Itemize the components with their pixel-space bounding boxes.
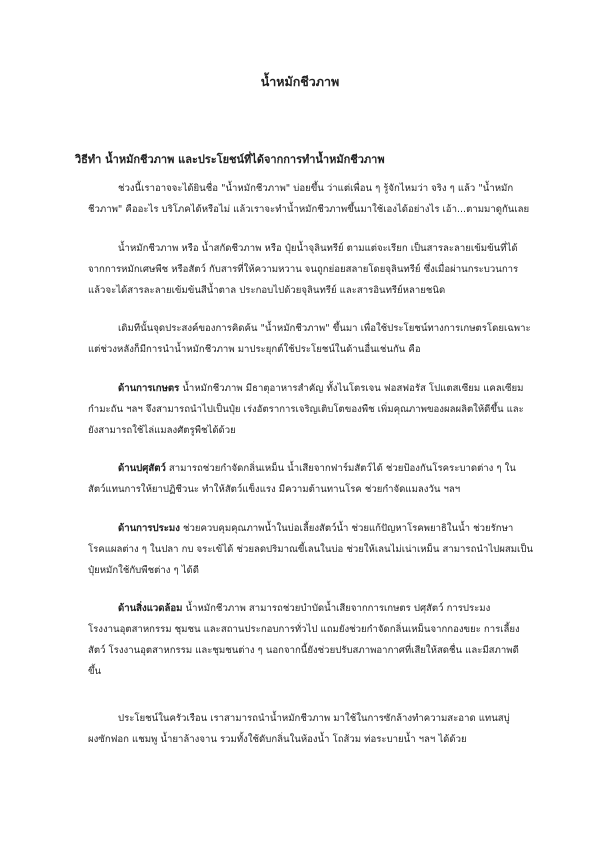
paragraph-line: โรงงานอุตสาหกรรม ชุมชน และสถานประกอบการทั่วไป แถมยังช่วยกำจัดกลิ่นเหม็นจากกองขยะ การเลี้ยง	[88, 624, 520, 635]
paragraph-intro	[88, 178, 538, 220]
paragraph-line: สามารถช่วยกำจัดกลิ่นเหม็น น้ำเสียจากฟาร์มสัตว์ได้ ช่วยป้องกันโรคระบาดต่าง ๆ ใน	[165, 463, 516, 474]
page-title: น้ำหมักชีวภาพ	[260, 74, 340, 89]
paragraph-line: ช่วยควบคุมคุณภาพน้ำในบ่อเลี้ยงสัตว์น้ำ ช่วยแก้ปัญหาโรคพยาธิในน้ำ ช่วยรักษา	[179, 523, 514, 534]
paragraph-line: น้ำหมักชีวภาพ หรือ น้ำสกัดชีวภาพ หรือ ปุ๋ยน้ำจุลินทรีย์ ตามแต่จะเรียก เป็นสารละลายเข้มข้นที่ได้	[118, 243, 518, 254]
paragraph-agriculture	[88, 378, 538, 441]
paragraph-line: ประโยชน์ในครัวเรือน เราสามารถนำน้ำหมักชีวภาพ มาใช้ในการซักล้างทำความสะอาด แทนสบู่	[118, 713, 510, 724]
paragraph-line: สัตว์แทนการให้ยาปฏิชีวนะ ทำให้สัตว์แข็งแรง มีความต้านทานโรค ช่วยกำจัดแมลงวัน ฯลฯ	[88, 484, 461, 495]
paragraph-line: แต่ช่วงหลังก็มีการนำน้ำหมักชีวภาพ มาประยุกต์ใช้ประโยชน์ในด้านอื่นเช่นกัน คือ	[88, 344, 421, 355]
paragraph-heading: ด้านการเกษตร	[118, 383, 180, 394]
paragraph-purpose	[88, 318, 538, 360]
paragraph-line: เดิมทีนั้นจุดประสงค์ของการคิดค้น "น้ำหมักชีวภาพ" ขึ้นมา เพื่อใช้ประโยชน์ทางการเกษตรโดยเฉพาะ	[118, 323, 531, 334]
paragraph-line: ปุ๋ยหมักใช้กับพืชต่าง ๆ ได้ดี	[88, 565, 199, 576]
paragraph-household	[88, 708, 538, 750]
paragraph-line: กำมะถัน ฯลฯ จึงสามารถนำไปเป็นปุ๋ย เร่งอัตราการเจริญเติบโตของพืช เพิ่มคุณภาพของผลผลิตให้ดีขึ้น และ	[88, 404, 524, 415]
paragraph-heading: ด้านการประมง	[118, 523, 180, 534]
paragraph-line: ชีวภาพ" คืออะไร บริโภคได้หรือไม่ แล้วเราจะทำน้ำหมักชีวภาพขึ้นมาใช้เองได้อย่างไร เอ้า...ตามมาดูกันเลย	[88, 204, 530, 215]
section-subtitle: วิธีทำ น้ำหมักชีวภาพ และประโยชน์ที่ได้จากการทำน้ำหมักชีวภาพ	[75, 153, 385, 166]
paragraph-line: ยังสามารถใช้ไล่แมลงศัตรูพืชได้ด้วย	[88, 425, 236, 436]
paragraph-line: ขึ้น	[88, 666, 102, 677]
paragraph-line: ช่วงนี้เราอาจจะได้ยินชื่อ "น้ำหมักชีวภาพ" บ่อยขึ้น ว่าแต่เพื่อน ๆ รู้จักไหมว่า จริง ๆ แล้ว "น้ำหมัก	[118, 183, 514, 194]
paragraph-line: สัตว์ โรงงานอุตสาหกรรม และชุมชนต่าง ๆ นอกจากนี้ยังช่วยปรับสภาพอากาศที่เสียให้สดชื่น และมีสภาพดี	[88, 645, 519, 656]
paragraph-definition	[88, 238, 538, 301]
paragraph-heading: ด้านสิ่งแวดล้อม	[118, 603, 183, 614]
paragraph-line: น้ำหมักชีวภาพ มีธาตุอาหารสำคัญ ทั้งไนโตรเจน ฟอสฟอรัส โปแตสเซียม แคลเซียม	[179, 383, 524, 394]
paragraph-line: แล้วจะได้สารละลายเข้มข้นสีน้ำตาล ประกอบไปด้วยจุลินทรีย์ และสารอินทรีย์หลายชนิด	[88, 285, 446, 296]
paragraph-heading: ด้านปศุสัตว์	[118, 463, 166, 474]
paragraph-line: ผงซักฟอก แชมพู น้ำยาล้างจาน รวมทั้งใช้ดับกลิ่นในห้องน้ำ โถส้วม ท่อระบายน้ำ ฯลฯ ได้ด้วย	[88, 734, 467, 745]
paragraph-environment	[88, 598, 538, 682]
paragraph-livestock	[88, 458, 538, 500]
paragraph-line: จากการหมักเศษพืช หรือสัตว์ กับสารที่ให้ความหวาน จนถูกย่อยสลายโดยจุลินทรีย์ ซึ่งเมื่อผ่านกระบวนการ	[88, 264, 519, 275]
paragraph-line: โรคแผลต่าง ๆ ในปลา กบ จระเข้ได้ ช่วยลดปริมาณขี้เลนในบ่อ ช่วยให้เลนไม่เน่าเหม็น สามารถนำไปผสมเป็น	[88, 544, 533, 555]
paragraph-line: น้ำหมักชีวภาพ สามารถช่วยบำบัดน้ำเสียจากการเกษตร ปศุสัตว์ การประมง	[182, 603, 491, 614]
paragraph-fishery	[88, 518, 538, 581]
